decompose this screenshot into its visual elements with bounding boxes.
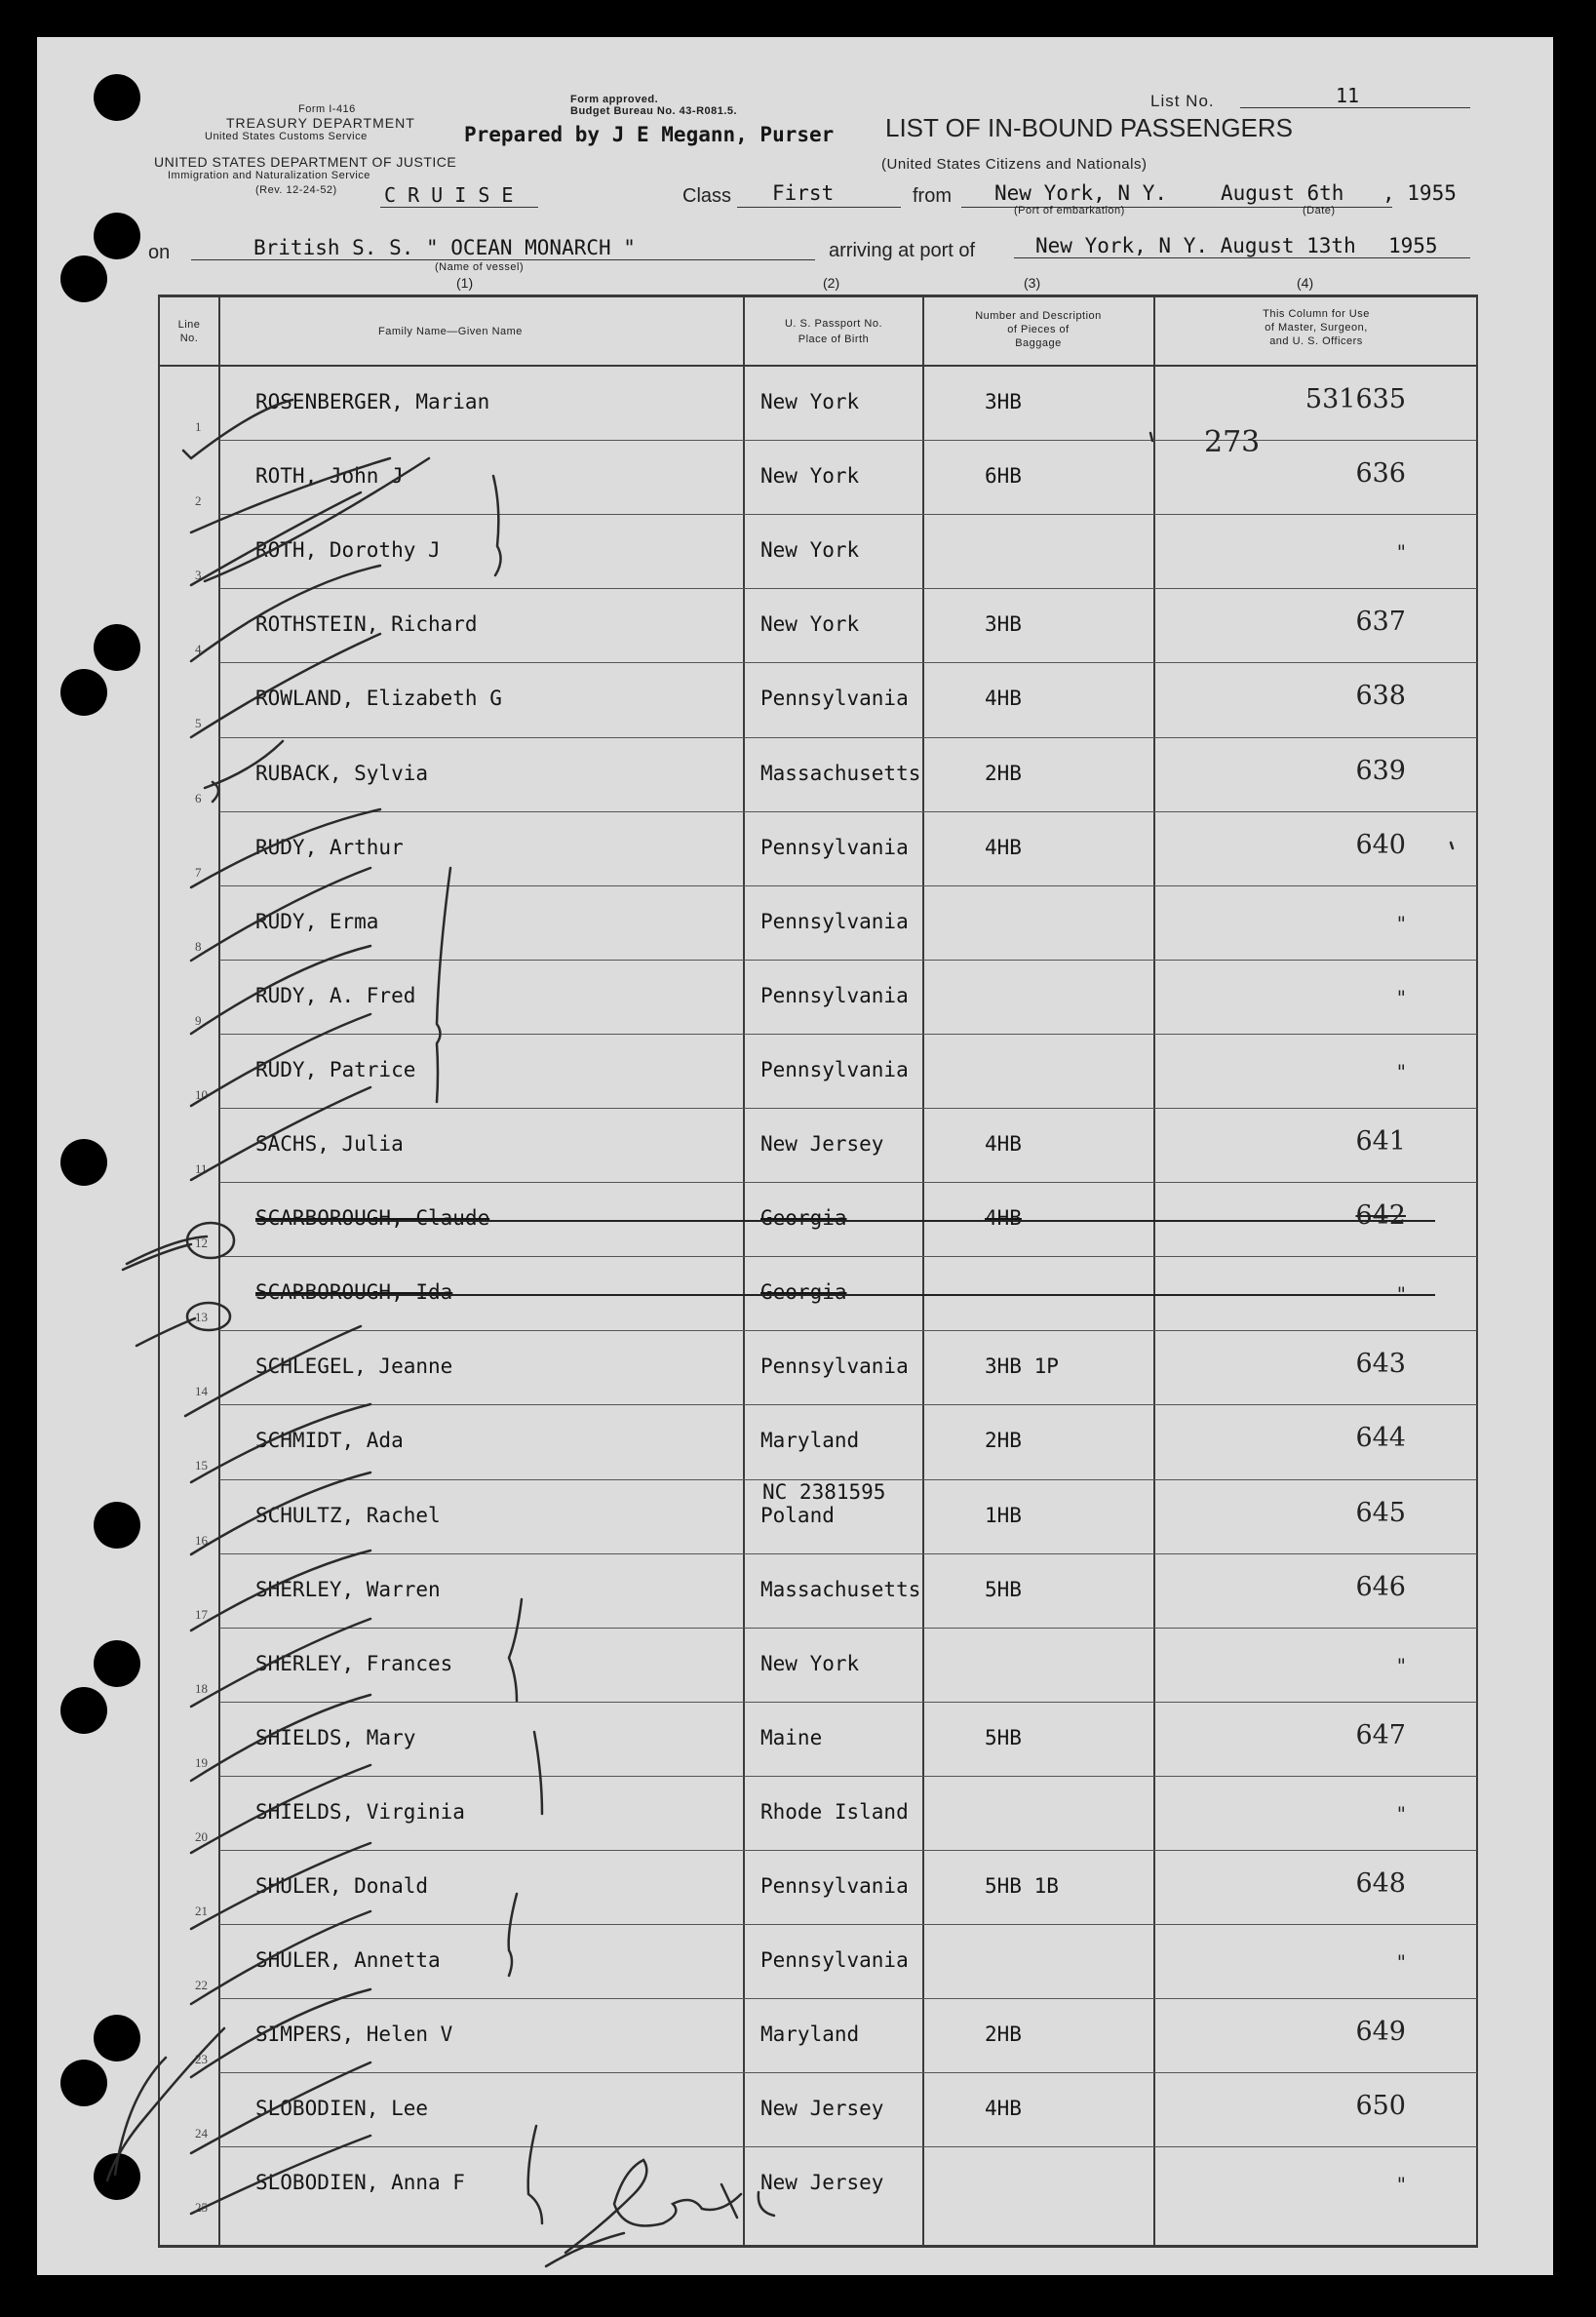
from-port: New York, N Y. <box>994 181 1168 205</box>
line-number: 5 <box>195 716 202 731</box>
line-number: 3 <box>195 568 202 583</box>
passenger-name: RUDY, Erma <box>255 909 379 933</box>
long-check-mark <box>115 2058 166 2175</box>
form-revision: (Rev. 12-24-52) <box>255 184 337 196</box>
line-number: 22 <box>195 1978 208 1993</box>
passenger-name: SIMPERS, Helen V <box>255 2022 453 2047</box>
passenger-name: SHERLEY, Warren <box>255 1577 441 1601</box>
passenger-name: ROWLAND, Elizabeth G <box>255 687 502 711</box>
place-of-birth: New Jersey <box>760 2097 884 2121</box>
passport-number: NC 2381595 <box>762 1479 886 1504</box>
baggage: 4HB <box>985 687 1022 711</box>
arrival-year: 1955 <box>1388 234 1438 257</box>
place-of-birth: Pennsylvania <box>760 909 909 933</box>
agency-treasury: TREASURY DEPARTMENT <box>226 115 415 131</box>
check-mark <box>191 1404 370 1482</box>
place-of-birth: Rhode Island <box>760 1799 909 1824</box>
check-mark <box>191 868 370 961</box>
officer-number: " <box>1396 1950 1406 1975</box>
officer-number: 637 <box>1355 607 1406 638</box>
place-of-birth: New York <box>760 390 860 413</box>
signature <box>546 2160 774 2266</box>
passenger-name: RUBACK, Sylvia <box>255 761 429 785</box>
check-mark <box>191 1911 370 2004</box>
form-subtitle: (United States Citizens and Nationals) <box>881 156 1148 173</box>
vessel-caption: (Name of vessel) <box>435 261 525 273</box>
baggage: 2HB <box>985 2022 1022 2047</box>
tick-mark <box>1150 433 1152 441</box>
vessel-name: British S. S. " OCEAN MONARCH " <box>253 236 636 259</box>
approval-line-2: Budget Bureau No. 43-R081.5. <box>570 105 738 117</box>
col-number-2: (2) <box>823 275 840 291</box>
check-mark <box>191 2062 370 2153</box>
officer-number: 639 <box>1355 755 1406 786</box>
check-mark <box>191 2136 370 2214</box>
line-number: 20 <box>195 1828 208 1844</box>
header-officers-1: This Column for Use <box>1263 308 1370 320</box>
officer-number: " <box>1396 1653 1406 1677</box>
check-mark <box>191 1087 370 1180</box>
place-of-birth: New York <box>760 538 860 563</box>
col-number-4: (4) <box>1297 275 1314 291</box>
from-label: from <box>913 185 952 207</box>
baggage: 3HB 1P <box>985 1355 1059 1379</box>
line-number: 7 <box>195 864 202 880</box>
officer-number: 643 <box>1355 1349 1406 1380</box>
col-number-1: (1) <box>456 275 474 291</box>
line-number: 9 <box>195 1012 202 1028</box>
line-number: 21 <box>195 1904 208 1918</box>
passenger-name: SACHS, Julia <box>255 1132 404 1156</box>
passenger-name: ROSENBERGER, Marian <box>255 390 490 413</box>
officer-number: " <box>1396 1801 1406 1826</box>
check-mark <box>191 458 390 532</box>
cruise-label: C R U I S E <box>384 183 514 207</box>
passenger-name: SCARBOROUGH, Ida <box>255 1280 453 1305</box>
family-bracket <box>509 1894 517 1976</box>
officer-number: 531635 <box>1304 384 1406 414</box>
baggage: 5HB 1B <box>985 1874 1059 1898</box>
passenger-name: RUDY, A. Fred <box>255 983 416 1007</box>
officer-number: " <box>1396 985 1406 1009</box>
form-title: LIST OF IN-BOUND PASSENGERS <box>885 113 1294 142</box>
officer-number: 641 <box>1355 1126 1406 1157</box>
header-baggage-1: Number and Description <box>975 310 1102 322</box>
place-of-birth: New Jersey <box>760 1132 884 1156</box>
header-line-no: Line No. <box>177 319 201 344</box>
baggage: 3HB <box>985 612 1022 637</box>
long-check-mark <box>107 2028 224 2180</box>
check-mark <box>191 1551 370 1630</box>
officer-number: " <box>1396 540 1406 565</box>
passenger-name: SHULER, Annetta <box>255 1948 441 1973</box>
baggage: 2HB <box>985 761 1022 785</box>
officer-number: 642 <box>1355 1200 1406 1232</box>
class-value: First <box>772 181 835 205</box>
check-mark <box>191 1765 370 1853</box>
place-of-birth: New York <box>760 612 860 637</box>
passenger-name: SCHMIDT, Ada <box>255 1429 404 1453</box>
passenger-name: SLOBODIEN, Anna F <box>255 2171 465 2195</box>
form-number: Form I-416 <box>298 103 356 115</box>
baggage: 4HB <box>985 1206 1022 1231</box>
place-of-birth: Maine <box>760 1725 823 1749</box>
family-bracket <box>528 2126 542 2223</box>
passenger-name: SCARBOROUGH, Claude <box>255 1206 490 1231</box>
from-port-caption: (Port of embarkation) <box>1014 205 1125 216</box>
check-mark <box>191 1014 370 1106</box>
arriving-label: arriving at port of <box>829 240 976 261</box>
line-number: 11 <box>195 1161 208 1176</box>
officer-number: " <box>1396 1282 1406 1307</box>
officer-number: 648 <box>1355 1868 1406 1899</box>
place-of-birth: Pennsylvania <box>760 1948 909 1973</box>
check-mark <box>191 1473 370 1554</box>
circle-mark <box>187 1303 230 1330</box>
officer-number: 645 <box>1355 1497 1406 1528</box>
check-mark <box>191 1843 370 1929</box>
header-baggage-2: of Pieces of <box>1007 324 1070 335</box>
line-number: 17 <box>195 1606 208 1622</box>
from-date-caption: (Date) <box>1303 205 1336 216</box>
tick-mark <box>1451 843 1453 848</box>
col-number-3: (3) <box>1024 275 1041 291</box>
place-of-birth: Georgia <box>760 1206 847 1231</box>
family-bracket <box>493 476 501 575</box>
baggage: 2HB <box>985 1429 1022 1453</box>
baggage: 1HB <box>985 1503 1022 1527</box>
officer-number: " <box>1396 911 1406 935</box>
passenger-name: SHIELDS, Mary <box>255 1725 416 1749</box>
place-of-birth: Poland <box>760 1503 835 1527</box>
place-of-birth: New Jersey <box>760 2171 884 2195</box>
place-of-birth: Massachusetts <box>760 761 921 785</box>
baggage: 3HB <box>985 390 1022 413</box>
check-mark <box>185 1326 361 1416</box>
line-number: 14 <box>195 1384 208 1399</box>
agency-immigration: Immigration and Naturalization Service <box>168 170 370 181</box>
passenger-name: SHIELDS, Virginia <box>255 1799 465 1824</box>
passenger-name: ROTH, John J <box>255 464 404 489</box>
line-number: 1 <box>195 419 202 434</box>
passenger-name: ROTHSTEIN, Richard <box>255 612 478 637</box>
family-bracket <box>509 1599 522 1701</box>
baggage: 4HB <box>985 2097 1022 2121</box>
header-passport-1: U. S. Passport No. <box>784 318 883 330</box>
place-of-birth: Pennsylvania <box>760 1874 909 1898</box>
agency-justice: UNITED STATES DEPARTMENT OF JUSTICE <box>154 154 457 170</box>
prepared-by: Prepared by J E Megann, Purser <box>464 123 835 146</box>
line-number: 2 <box>195 493 202 509</box>
passenger-name: SCHLEGEL, Jeanne <box>255 1355 453 1379</box>
check-mark <box>191 1619 370 1707</box>
line-number: 12 <box>195 1236 208 1251</box>
family-bracket <box>437 868 450 1102</box>
class-label: Class <box>682 185 732 207</box>
check-mark <box>191 458 429 585</box>
passenger-name: ROTH, Dorothy J <box>255 538 441 563</box>
place-of-birth: Pennsylvania <box>760 1355 909 1379</box>
line-number: 18 <box>195 1680 208 1696</box>
check-mark <box>183 400 292 458</box>
line-number: 8 <box>195 938 202 954</box>
line-number: 23 <box>195 2052 208 2067</box>
officer-number: 650 <box>1355 2091 1406 2122</box>
header-officers-2: of Master, Surgeon, <box>1265 322 1368 334</box>
place-of-birth: Pennsylvania <box>760 687 909 711</box>
baggage: 5HB <box>985 1577 1022 1601</box>
check-mark <box>191 946 370 1034</box>
check-mark <box>136 1318 195 1346</box>
line-number: 16 <box>195 1532 208 1548</box>
place-of-birth: New York <box>760 1651 860 1675</box>
place-of-birth: Maryland <box>760 1429 860 1453</box>
baggage: 5HB <box>985 1725 1022 1749</box>
officer-number: 646 <box>1355 1571 1406 1602</box>
line-number: 6 <box>195 790 202 805</box>
line-number: 10 <box>195 1086 208 1102</box>
place-of-birth: Massachusetts <box>760 1577 921 1601</box>
officer-number: 649 <box>1355 2017 1406 2048</box>
line-number: 24 <box>195 2126 208 2141</box>
arrival-port-date: New York, N Y. August 13th <box>1035 234 1356 257</box>
line-number: 25 <box>195 2200 208 2216</box>
passenger-name: RUDY, Patrice <box>255 1057 416 1081</box>
check-mark <box>191 634 380 737</box>
place-of-birth: Georgia <box>760 1280 847 1305</box>
passenger-name: SHERLEY, Frances <box>255 1651 453 1675</box>
circle-mark <box>187 1223 234 1258</box>
check-mark <box>205 741 283 802</box>
header-passport-2: Place of Birth <box>798 334 870 345</box>
list-no-value: 11 <box>1336 84 1360 107</box>
officer-number: 647 <box>1355 1719 1406 1750</box>
header-officers-3: and U. S. Officers <box>1269 335 1363 347</box>
agency-customs: United States Customs Service <box>205 131 368 142</box>
place-of-birth: Pennsylvania <box>760 1057 909 1081</box>
officer-number: 640 <box>1355 829 1406 860</box>
line-number: 19 <box>195 1754 208 1770</box>
place-of-birth: New York <box>760 464 860 489</box>
from-date: August 6th <box>1221 181 1344 205</box>
header-name: Family Name—Given Name <box>378 326 523 337</box>
check-mark <box>191 1695 370 1781</box>
place-of-birth: Maryland <box>760 2022 860 2047</box>
baggage: 4HB <box>985 1132 1022 1156</box>
officer-number: " <box>1396 1059 1406 1083</box>
officer-number: 644 <box>1355 1423 1406 1454</box>
line-number: 15 <box>195 1458 208 1473</box>
from-year: , 1955 <box>1382 181 1457 205</box>
line-number: 13 <box>195 1310 208 1325</box>
officer-number: " <box>1396 2173 1406 2197</box>
place-of-birth: Pennsylvania <box>760 835 909 859</box>
header-baggage-3: Baggage <box>1015 337 1062 349</box>
passenger-name: SHULER, Donald <box>255 1874 429 1898</box>
officer-number: 638 <box>1355 681 1406 712</box>
baggage: 4HB <box>985 835 1022 859</box>
passenger-name: RUDY, Arthur <box>255 835 404 859</box>
approval-line-1: Form approved. <box>570 94 659 105</box>
place-of-birth: Pennsylvania <box>760 983 909 1007</box>
baggage: 6HB <box>985 464 1022 489</box>
family-bracket <box>534 1732 542 1814</box>
list-no-label: List No. <box>1150 92 1215 110</box>
on-label: on <box>148 242 171 263</box>
officer-number: 636 <box>1355 458 1406 490</box>
passenger-name: SCHULTZ, Rachel <box>255 1503 441 1527</box>
handwritten-number: 273 <box>1204 425 1261 459</box>
line-number: 4 <box>195 642 202 657</box>
passenger-name: SLOBODIEN, Lee <box>255 2097 429 2121</box>
